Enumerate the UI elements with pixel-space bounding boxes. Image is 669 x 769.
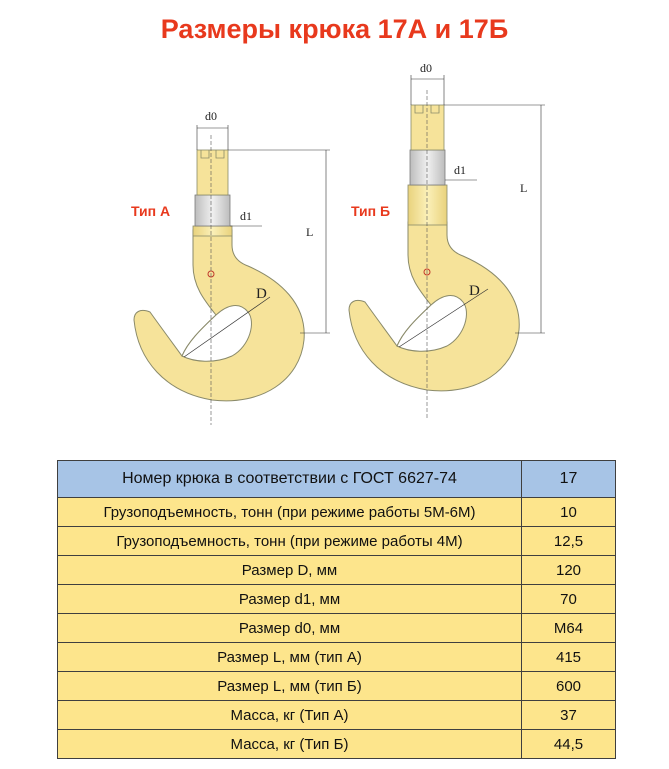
page-title: Размеры крюка 17А и 17Б [160,14,509,44]
hook-b-L-label: L [520,181,528,195]
row-value: 120 [522,556,616,585]
hook-a-D-label: D [256,286,267,302]
hook-a-d0-label: d0 [205,109,217,123]
row-label: Размер d1, мм [58,585,522,614]
table-header-label: Номер крюка в соответствии с ГОСТ 6627-74 [58,461,522,498]
hook-b-type-label: Тип Б [351,203,391,219]
hook-b-d0-label: d0 [420,61,432,75]
table-header-value: 17 [522,461,616,498]
hook-b [349,75,545,420]
row-label: Грузоподъемность, тонн (при режиме работы 4М) [58,527,522,556]
table-row [58,585,616,614]
table-row [58,730,616,759]
hook-b-D-label: D [469,283,480,299]
table-row [58,672,616,701]
row-label: Размер d0, мм [58,614,522,643]
row-value: М64 [522,614,616,643]
row-value: 10 [522,498,616,527]
row-value: 600 [522,672,616,701]
row-label: Грузоподъемность, тонн (при режиме работы 5М-6М) [58,498,522,527]
table-row [58,614,616,643]
table-row [58,556,616,585]
hook-a-type-label: Тип А [131,203,171,219]
row-label: Масса, кг (Тип А) [58,701,522,730]
table-header-row [58,461,616,498]
row-label: Размер L, мм (тип А) [58,643,522,672]
row-label: Масса, кг (Тип Б) [58,730,522,759]
row-value: 12,5 [522,527,616,556]
row-label: Размер L, мм (тип Б) [58,672,522,701]
hook-a [134,125,330,425]
row-value: 44,5 [522,730,616,759]
hook-b-d1-label: d1 [454,163,466,177]
hook-a-L-label: L [306,225,314,239]
row-label: Размер D, мм [58,556,522,585]
row-value: 37 [522,701,616,730]
table-row [58,701,616,730]
row-value: 415 [522,643,616,672]
table-row [58,527,616,556]
row-value: 70 [522,585,616,614]
specifications-table [57,460,616,759]
table-row [58,498,616,527]
table-row [58,643,616,672]
hook-a-d1-label: d1 [240,209,252,223]
